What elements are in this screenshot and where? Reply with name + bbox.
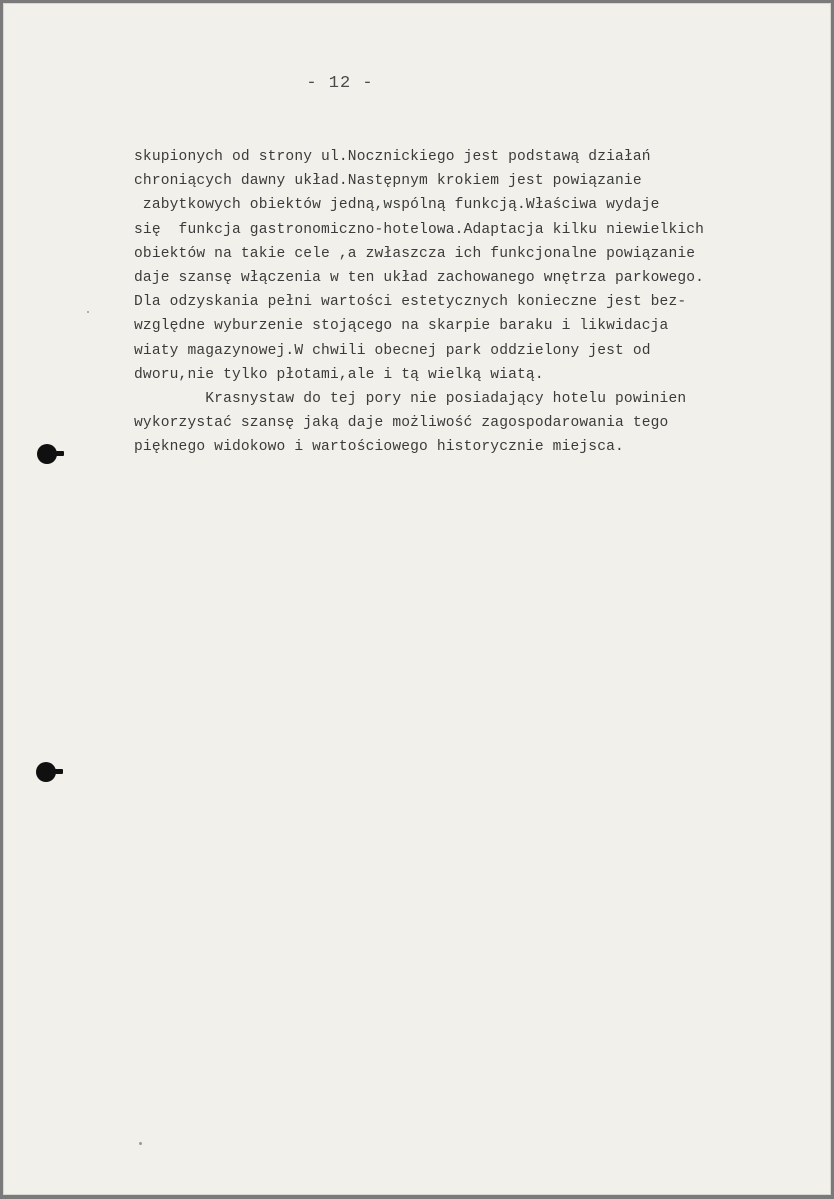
text-line: względne wyburzenie stojącego na skarpie baraku i likwidacja: [134, 318, 669, 335]
text-line: zabytkowych obiektów jedną,wspólną funkcją.Właściwa wydaje: [134, 197, 660, 214]
text-line: daje szansę włączenia w ten układ zachowanego wnętrza parkowego.: [134, 269, 705, 286]
text-line: obiektów na takie cele ,a zwłaszcza ich funkcjonalne powiązanie: [134, 245, 696, 262]
text-line: się funkcja gastronomiczno-hotelowa.Adaptacja kilku niewielkich: [134, 221, 705, 238]
document-page: [3, 3, 831, 1195]
text-line: Dla odzyskania pełni wartości estetycznych konieczne jest bez-: [134, 294, 687, 311]
text-line: wiaty magazynowej.W chwili obecnej park oddzielony jest od: [134, 342, 651, 359]
punch-hole-bottom: [36, 762, 56, 782]
page-number: - 12 -: [306, 74, 374, 93]
body-text: [134, 145, 814, 459]
text-line: Krasnystaw do tej pory nie posiadający hotelu powinien: [134, 390, 687, 407]
text-line: chroniących dawny układ.Następnym krokiem jest powiązanie: [134, 173, 642, 190]
text-line: dworu,nie tylko płotami,ale i tą wielką wiatą.: [134, 366, 544, 383]
punch-hole-top: [37, 444, 57, 464]
text-line: wykorzystać szansę jaką daje możliwość zagospodarowania tego: [134, 415, 669, 432]
text-line: pięknego widokowo i wartościowego historycznie miejsca.: [134, 439, 624, 456]
paper-speck: [87, 311, 89, 313]
paper-speck: [139, 1142, 142, 1145]
text-line: skupionych od strony ul.Nocznickiego jest podstawą działań: [134, 149, 651, 165]
